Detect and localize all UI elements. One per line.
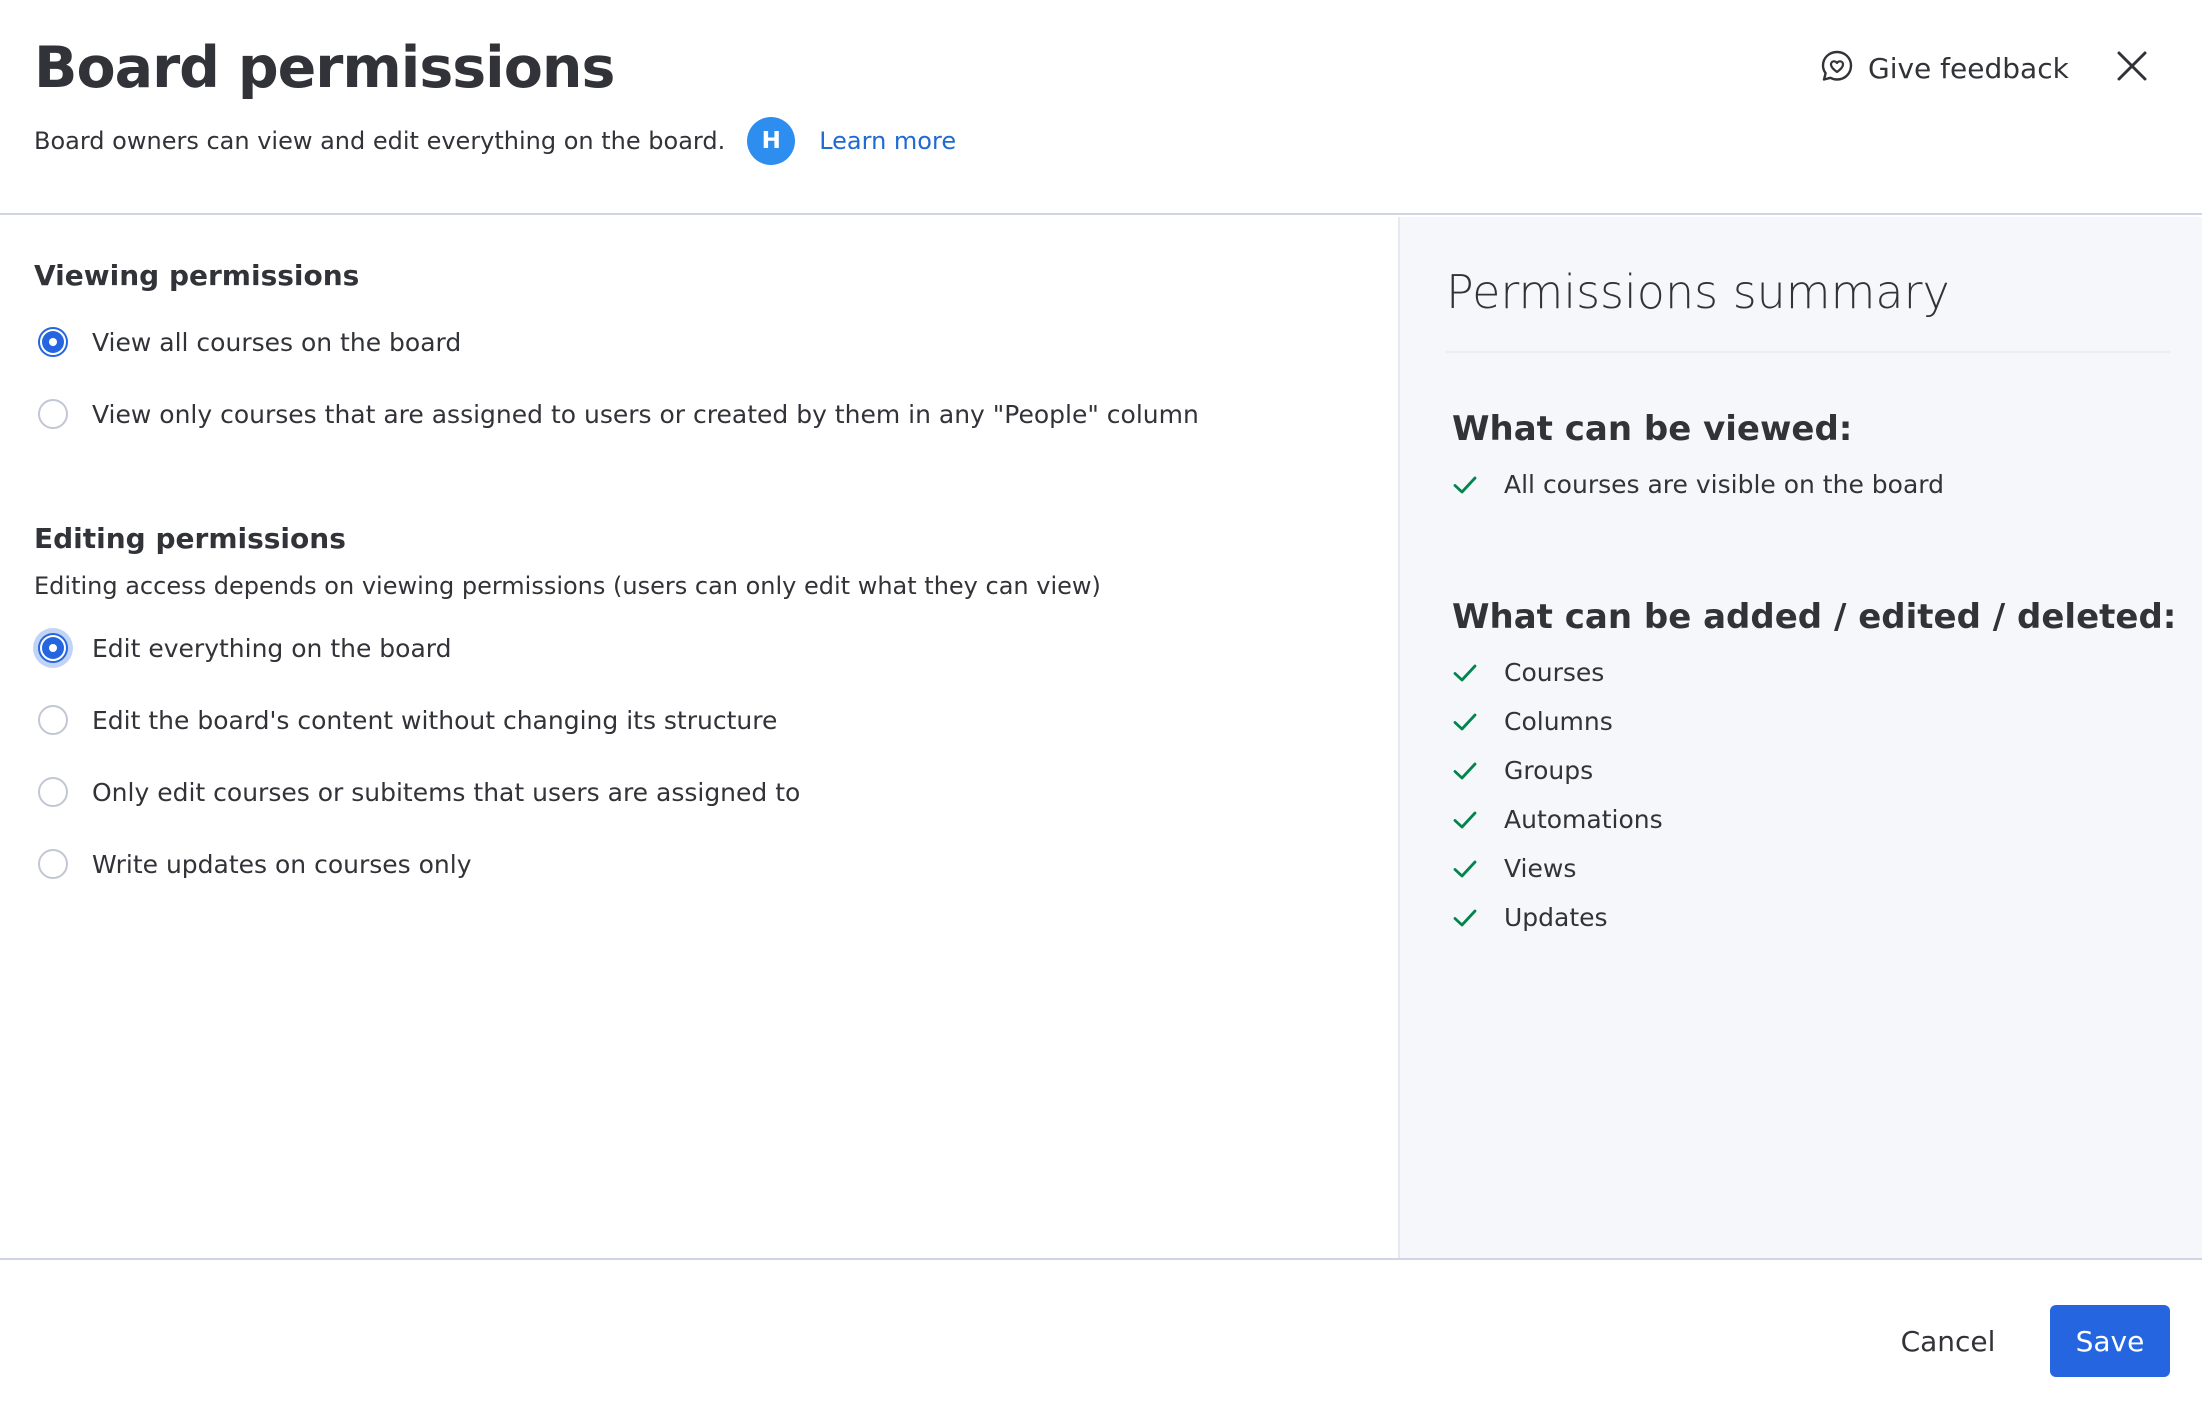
radio-label: Write updates on courses only (92, 849, 472, 879)
page-title: Board permissions (34, 35, 615, 101)
radio-view-all-courses[interactable] (38, 327, 461, 357)
check-item-label: Updates (1504, 903, 1608, 932)
radio-write-updates-only[interactable] (38, 849, 472, 879)
check-icon (1452, 472, 1478, 498)
check-icon (1452, 807, 1478, 833)
give-feedback-button[interactable] (1820, 44, 2069, 92)
dialog-footer (0, 1258, 2202, 1410)
radio-view-assigned-courses[interactable] (38, 399, 1199, 429)
check-item-label: Groups (1504, 756, 1594, 785)
editing-permissions-title: Editing permissions (34, 522, 346, 555)
check-icon (1452, 660, 1478, 686)
edited-item-views (1452, 854, 1576, 883)
permissions-summary-pane (1398, 217, 2202, 1258)
viewing-permissions-title: Viewing permissions (34, 259, 360, 292)
radio-button[interactable] (38, 633, 68, 663)
save-button[interactable]: Save (2050, 1305, 2170, 1377)
radio-button[interactable] (38, 327, 68, 357)
dialog-header (0, 0, 2202, 215)
edited-item-updates (1452, 903, 1608, 932)
check-item-label: Courses (1504, 658, 1605, 687)
radio-edit-content-only[interactable] (38, 705, 777, 735)
feedback-icon (1820, 49, 1854, 87)
edited-heading: What can be added / edited / deleted: (1452, 597, 2177, 637)
check-icon (1452, 709, 1478, 735)
check-icon (1452, 758, 1478, 784)
close-icon (2116, 50, 2148, 86)
check-icon (1452, 905, 1478, 931)
give-feedback-label: Give feedback (1868, 51, 2069, 85)
close-button[interactable] (2112, 48, 2152, 88)
permissions-summary-title: Permissions summary (1446, 265, 1950, 319)
radio-button[interactable] (38, 849, 68, 879)
divider (1446, 351, 2170, 353)
radio-label: Only edit courses or subitems that users are assigned to (92, 777, 801, 807)
learn-more-link[interactable]: Learn more (819, 127, 957, 155)
edited-item-columns (1452, 707, 1613, 736)
edited-item-automations (1452, 805, 1663, 834)
radio-edit-everything[interactable] (38, 633, 452, 663)
radio-label: View only courses that are assigned to users or created by them in any "People" column (92, 399, 1199, 429)
subtitle-text: Board owners can view and edit everything on the board. (34, 127, 726, 155)
permissions-settings-pane (0, 217, 1398, 1258)
radio-label: View all courses on the board (92, 327, 462, 357)
edited-item-courses (1452, 658, 1604, 687)
radio-button[interactable] (38, 399, 68, 429)
radio-label: Edit everything on the board (92, 633, 452, 663)
editing-permissions-description: Editing access depends on viewing permissions (users can only edit what they can view) (34, 572, 1101, 600)
avatar[interactable]: H (747, 117, 795, 165)
radio-edit-assigned-only[interactable] (38, 777, 800, 807)
check-item-label: Views (1504, 854, 1577, 883)
subtitle-row (34, 116, 956, 166)
viewed-heading: What can be viewed: (1452, 409, 1853, 449)
radio-button[interactable] (38, 705, 68, 735)
check-icon (1452, 856, 1478, 882)
radio-button[interactable] (38, 777, 68, 807)
check-item-label: All courses are visible on the board (1504, 470, 1944, 499)
check-item-label: Columns (1504, 707, 1613, 736)
radio-label: Edit the board's content without changing its structure (92, 705, 778, 735)
check-item-label: Automations (1504, 805, 1663, 834)
edited-item-groups (1452, 756, 1593, 785)
cancel-button[interactable]: Cancel (1870, 1305, 2026, 1377)
viewed-item (1452, 470, 1944, 499)
